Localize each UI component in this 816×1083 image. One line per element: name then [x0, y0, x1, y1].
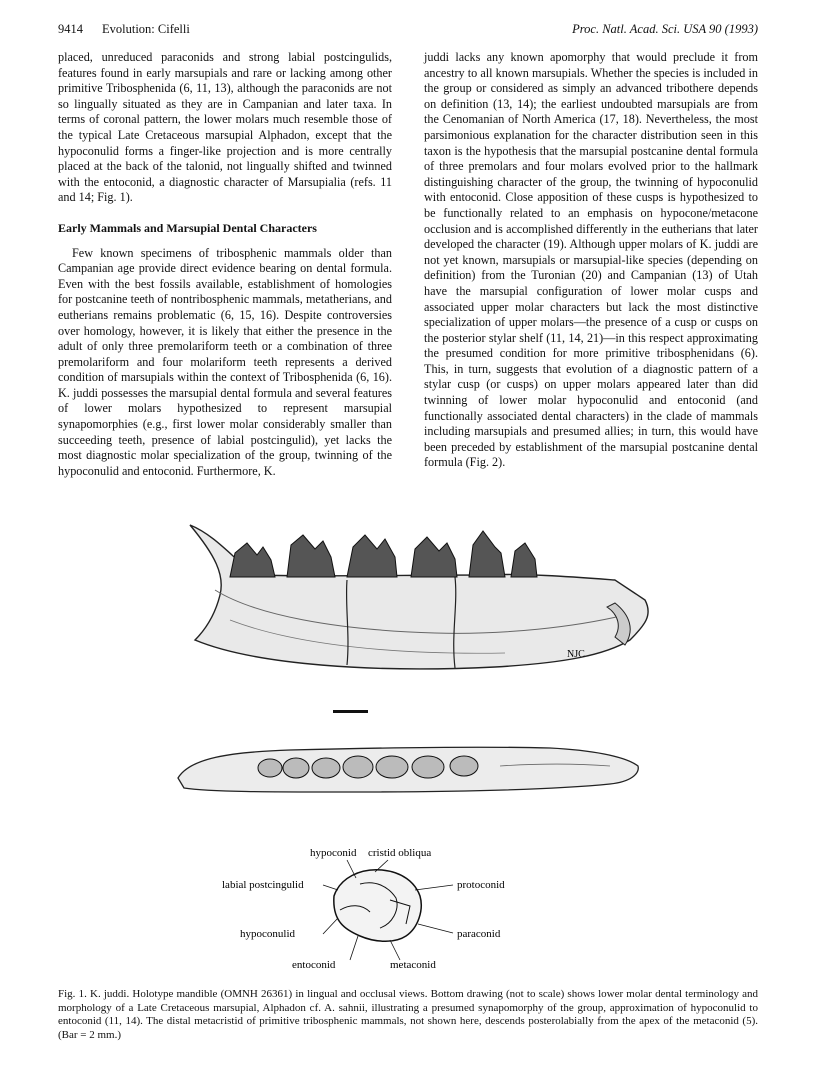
tooth [412, 756, 444, 778]
tooth [411, 537, 457, 577]
molar-terminology-diagram [210, 838, 570, 978]
label-labial-postcingulid: labial postcingulid [222, 879, 304, 891]
label-entoconid: entoconid [292, 959, 336, 971]
mandible-lingual-view [175, 505, 660, 675]
tooth [511, 543, 537, 577]
figure-caption: Fig. 1. K. juddi. Holotype mandible (OMNH 26361) in lingual and occlusal views. Bottom drawing (not to scale) shows lower molar dental terminology and morphology of a Late Cretaceous marsupial, Alphadon cf. A. sahnii, illustrating a presumed synapomorphy of the group, approximation of hypoconulid to entoconid (11, 14). The distal metacristid of primitive tribosphenic mammals, not shown here, descends posterolabially from the apex of the metaconid (5). (Bar = 2 mm.) [58, 988, 758, 1041]
scale-bar [333, 710, 368, 713]
body-paragraph: placed, unreduced paraconids and strong labial postcingulids, features found in early marsupials and rare or lacking among other primitive Tribosphenida (6, 11, 13), although the paraconids are not so lingually situated as they are in Campanian and later taxa. In terms of coronal pattern, the lower molars much resemble those of the typical Late Cretaceous marsupial Alphadon, except that the hypoconulid forms a finger-like projection and is more centrally placed at the back of the talonid, not lingually shifted and twinned with the entoconid, a diagnostic character of Marsupialia (refs. 11 and 14; Fig. 1). [58, 50, 392, 205]
jaw-outline [178, 747, 638, 792]
tooth [347, 535, 397, 577]
label-paraconid: paraconid [457, 928, 501, 940]
journal-citation: Proc. Natl. Acad. Sci. USA 90 (1993) [572, 22, 758, 36]
label-hypoconid: hypoconid [310, 847, 357, 859]
tooth [230, 543, 275, 577]
right-column [424, 50, 758, 471]
tooth [343, 756, 373, 778]
tooth [469, 531, 505, 577]
label-cristid-obliqua: cristid obliqua [368, 847, 432, 859]
body-paragraph: Few known specimens of tribosphenic mammals older than Campanian age provide direct evidence bearing on dental formula. Even with the best fossils available, establishment of homologies for postcanine teeth of nontribosphenic mammals, metatherians, and eutherians remains problematic (6, 15, 16). Despite controversies over homology, however, it is likely that either the presence in the adult of only three premolariform teeth or a combination of three premolariform and four molariform teeth represents a derived condition of marsupials within the context of Tribosphenida (6, 16). K. juddi possesses the marsupial dental formula and several features of lower molars hypothesized to represent marsupial synapomorphies (e.g., first lower molar considerably smaller than succeeding teeth, presence of labial postcingulid), yet lacks the most diagnostic molar specialization of the group, twinning of the hypoconulid and entoconid. Furthermore, K. [58, 245, 392, 478]
page-number: 9414 [58, 22, 83, 36]
tooth [283, 758, 309, 778]
tooth [287, 535, 335, 577]
running-header [58, 22, 758, 40]
label-protoconid: protoconid [457, 879, 505, 891]
label-metaconid: metaconid [390, 959, 436, 971]
section-title: Evolution: Cifelli [102, 22, 190, 36]
teeth-row [230, 531, 537, 577]
body-paragraph: juddi lacks any known apomorphy that would preclude it from ancestry to all known marsupials. Whether the species is included in the group or considered as simply an advanced tribothere depends on definition (13, 14); the earliest undoubted marsupials are from the Cenomanian of North America (17, 18). Nevertheless, the most parsimonious explanation for the character distribution seen in this taxon is the hypothesis that the marsupial postcanine dental formula of three premolars and four molars evolved prior to the hallmark distinguishing character of the group, the twinning of hypoconulid with entoconid. Close apposition of these cusps is hypothesized to be functionally related to an emphasis on hypocone/metacone occlusion and is accomplished differently in the eutherians that later developed the character (19). Although upper molars of K. juddi are not yet known, marsupials or marsupial-like species (depending on definition) from the Turonian (20) and Campanian (13) of Utah have the marsupial configuration of lower molar cusps and associated upper molar characters but lack the most distinctive specialization of upper molars—the presence of a cusp or cusps on the posterior stylar shelf (11, 14, 21)—in this respect approximating the presumed condition for more primitive tribosphenidans (6). This, in turn, suggests that evolution of a diagnostic pattern of a stylar cusp (or cusps) on upper molars appeared later than did twinning of lower molar hypoconulid and entoconid (and functionally associated dental characters) in the clade of mammals including marsupials and presumed allies; in turn, this would have been preceded by establishment of the marsupial postcanine dental formula (Fig. 2). [424, 50, 758, 470]
section-heading: Early Mammals and Marsupial Dental Characters [58, 220, 317, 235]
tooth [450, 756, 478, 776]
artist-signature: NJC [567, 649, 585, 660]
tooth [312, 758, 340, 778]
left-column [58, 50, 392, 479]
mandible-occlusal-view [170, 738, 645, 798]
tooth [258, 759, 282, 777]
tooth [376, 756, 408, 778]
label-hypoconulid: hypoconulid [240, 928, 295, 940]
